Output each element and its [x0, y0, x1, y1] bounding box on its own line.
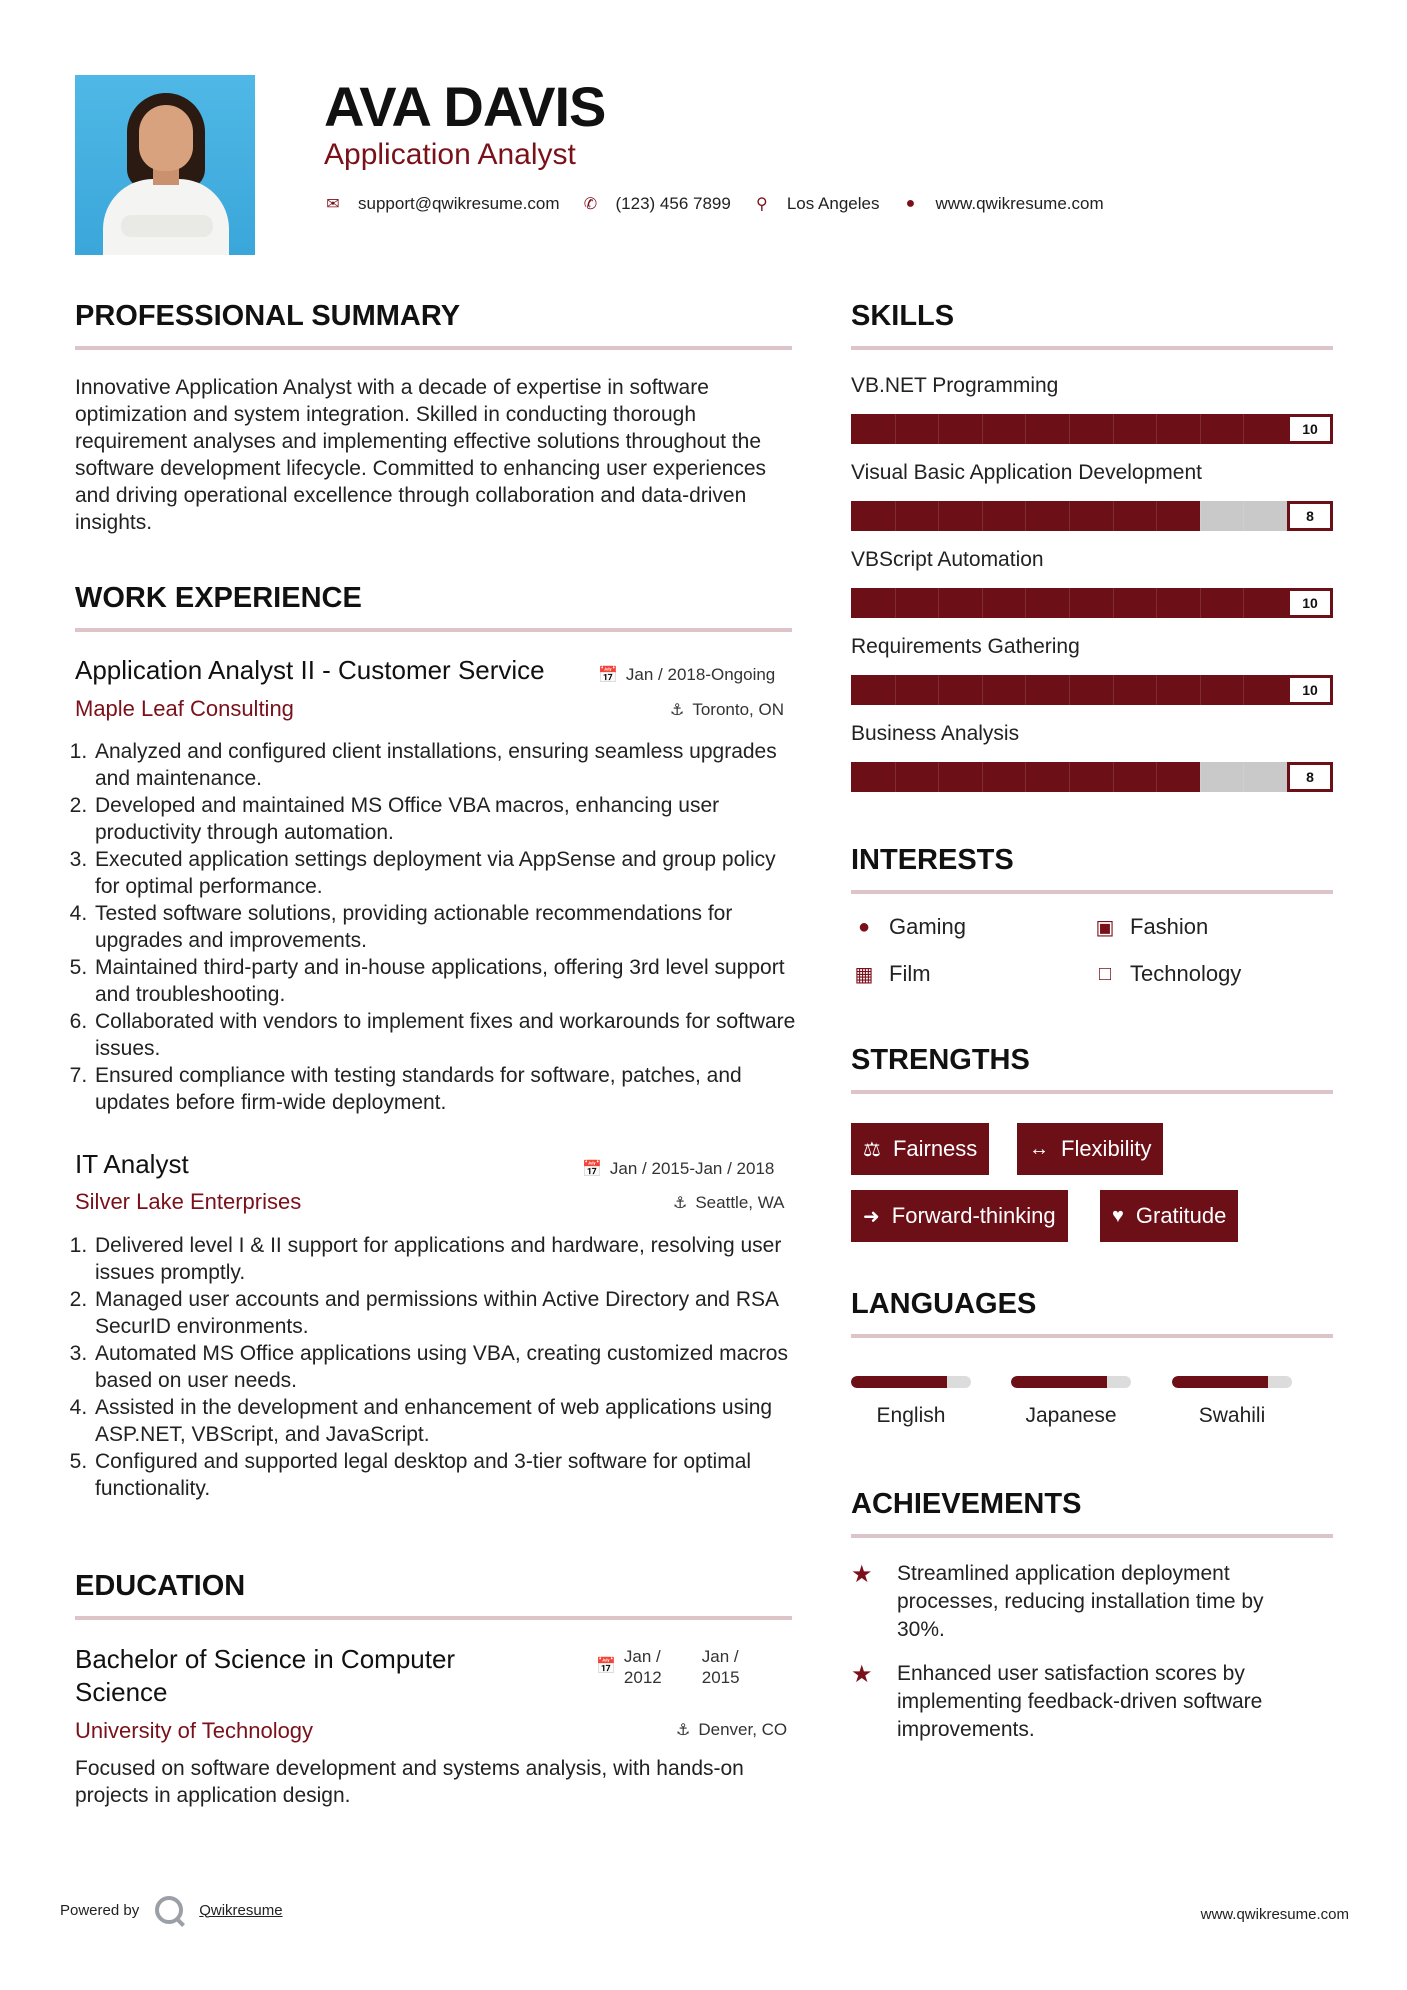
shopping-bag-icon: ▣ [1095, 916, 1115, 939]
skill-label: VBScript Automation [851, 548, 1044, 571]
job-location: ⚓ Seattle, WA [673, 1193, 785, 1212]
school-name: University of Technology [75, 1718, 314, 1743]
interests-divider [851, 890, 1333, 894]
calendar-icon: 📅 [598, 667, 618, 684]
summary-title: PROFESSIONAL SUMMARY [75, 300, 461, 332]
summary-divider [75, 346, 792, 350]
interest-fashion: ▣ Fashion [1092, 914, 1208, 940]
brand-link[interactable]: Qwikresume [199, 1901, 283, 1919]
phone-icon: ✆ [583, 196, 598, 213]
skill-bar [851, 501, 1333, 531]
language-label: Japanese [1025, 1404, 1117, 1427]
job-bullets [70, 1232, 796, 1502]
list-item: 2. Managed user accounts and permissions within Active Directory and RSA SecurID environments. [93, 1286, 796, 1340]
candidate-role: Application Analyst [324, 138, 576, 171]
job-bullets [70, 738, 796, 1116]
laptop-icon: □ [1098, 962, 1112, 985]
footer-url[interactable]: www.qwikresume.com [1200, 1906, 1349, 1923]
skill-score-badge: 8 [1287, 501, 1333, 531]
experience-title: WORK EXPERIENCE [75, 582, 362, 614]
skill-score-badge: 10 [1287, 414, 1333, 444]
education-location: ⚓ Denver, CO [676, 1720, 788, 1739]
pin-icon: ⚓ [676, 1722, 691, 1739]
strengths-divider [851, 1090, 1333, 1094]
skill-label: Business Analysis [851, 722, 1020, 745]
list-item: 4. Tested software solutions, providing actionable recommendations for upgrades and improvements. [93, 900, 796, 954]
contact-phone[interactable]: ✆ (123) 456 7899 [582, 194, 731, 214]
contact-bar [324, 194, 1126, 214]
list-item: 1. Analyzed and configured client installations, ensuring seamless upgrades and maintenance. [93, 738, 796, 792]
skills-divider [851, 346, 1333, 350]
interest-technology: □ Technology [1092, 961, 1241, 987]
experience-divider [75, 628, 792, 632]
language-label: English [876, 1404, 946, 1427]
envelope-icon: ✉ [326, 196, 340, 213]
education-dates: 📅 Jan / 2012 Jan / 2015 [596, 1647, 740, 1687]
languages-title: LANGUAGES [851, 1288, 1037, 1320]
skill-bar-fill [851, 588, 1333, 618]
degree-title: Bachelor of Science in Computer Science [75, 1644, 456, 1707]
film-icon: ▦ [854, 963, 874, 986]
contact-website[interactable]: ● www.qwikresume.com [901, 194, 1103, 214]
skill-label: VB.NET Programming [851, 374, 1059, 397]
interest-film: ▦ Film [851, 961, 931, 987]
strength-tag: ↔ Flexibility [1017, 1123, 1163, 1175]
arrow-right-icon: ➜ [863, 1205, 880, 1228]
skill-bar [851, 675, 1333, 705]
job-company: Silver Lake Enterprises [75, 1189, 302, 1214]
strength-tag: ➜ Forward-thinking [851, 1190, 1068, 1242]
education-divider [75, 1616, 792, 1620]
job-dates: 📅 Jan / 2015-Jan / 2018 [582, 1159, 775, 1178]
map-pin-icon: ⚲ [755, 196, 768, 213]
education-text: Focused on software development and systems analysis, with hands-on projects in application design. [75, 1757, 744, 1807]
achievement-item: ★ Streamlined application deployment processes, reducing installation time by 30%. [851, 1560, 1317, 1644]
gamepad-icon: ● [857, 915, 871, 938]
skill-score-badge: 8 [1287, 762, 1333, 792]
skill-bar [851, 588, 1333, 618]
strength-tag: ⚖ Fairness [851, 1123, 989, 1175]
achievement-item: ★ Enhanced user satisfaction scores by implementing feedback-driven software improvements. [851, 1660, 1317, 1744]
strength-tag: ♥ Gratitude [1100, 1190, 1238, 1242]
list-item: 5. Configured and supported legal desktop and 3-tier software for optimal functionality. [93, 1448, 796, 1502]
pin-icon: ⚓ [673, 1195, 688, 1212]
list-item: 3. Executed application settings deployment via AppSense and group policy for optimal performance. [93, 846, 796, 900]
list-item: 5. Maintained third-party and in-house applications, offering 3rd level support and troubleshooting. [93, 954, 796, 1008]
list-item: 4. Assisted in the development and enhancement of web applications using ASP.NET, VBScript, and JavaScript. [93, 1394, 796, 1448]
calendar-icon: 📅 [582, 1161, 602, 1178]
skill-bar [851, 414, 1333, 444]
list-item: 7. Ensured compliance with testing standards for software, patches, and updates before firm-wide deployment. [93, 1062, 796, 1116]
qwikresume-logo-icon [155, 1896, 183, 1924]
interests-title: INTERESTS [851, 844, 1014, 876]
pin-icon: ⚓ [670, 702, 685, 719]
job-company: Maple Leaf Consulting [75, 696, 294, 721]
heart-icon: ♥ [1112, 1204, 1124, 1227]
profile-photo [75, 75, 255, 255]
list-item: 3. Automated MS Office applications using VBA, creating customized macros based on user needs. [93, 1340, 796, 1394]
shooting-star-icon: ★ [851, 1561, 873, 1588]
skill-score-badge: 10 [1287, 588, 1333, 618]
skill-label: Visual Basic Application Development [851, 461, 1202, 484]
list-item: 2. Developed and maintained MS Office VBA macros, enhancing user productivity through automation. [93, 792, 796, 846]
shooting-star-icon: ★ [851, 1661, 873, 1688]
skill-bar-fill [851, 675, 1333, 705]
list-item: 1. Delivered level I & II support for applications and hardware, resolving user issues promptly. [93, 1232, 796, 1286]
skill-bar-fill [851, 414, 1333, 444]
achievements-divider [851, 1534, 1333, 1538]
education-title: EDUCATION [75, 1570, 246, 1602]
language-label: Swahili [1198, 1404, 1266, 1427]
skill-bar [851, 762, 1333, 792]
job-title: IT Analyst [75, 1149, 189, 1179]
language-level-bar [851, 1376, 971, 1388]
candidate-name: AVA DAVIS [324, 75, 606, 138]
language-level-bar [1172, 1376, 1292, 1388]
globe-icon: ● [905, 195, 916, 212]
skill-label: Requirements Gathering [851, 635, 1080, 658]
strengths-title: STRENGTHS [851, 1044, 1030, 1076]
language-level-bar [1011, 1376, 1131, 1388]
interest-gaming: ● Gaming [851, 914, 966, 940]
languages-divider [851, 1334, 1333, 1338]
calendar-icon: 📅 [596, 1658, 616, 1675]
job-title: Application Analyst II - Customer Service [75, 655, 545, 685]
job-dates: 📅 Jan / 2018-Ongoing [598, 665, 776, 684]
arrows-horizontal-icon: ↔ [1029, 1137, 1049, 1160]
footer-powered-by: Powered by Qwikresume [60, 1896, 283, 1924]
contact-location: ⚲ Los Angeles [753, 194, 880, 214]
list-item: 6. Collaborated with vendors to implement fixes and workarounds for software issues. [93, 1008, 796, 1062]
contact-email[interactable]: ✉ support@qwikresume.com [324, 194, 560, 214]
summary-text: Innovative Application Analyst with a decade of expertise in software optimization and system integration. Skilled in conducting thorough requirement analyses and implementing effective solutions throughout the software development lifecycle. Committed to enhancing user experiences and driving operational excellence through collaboration and data-driven insights. [75, 376, 767, 534]
achievements-title: ACHIEVEMENTS [851, 1488, 1082, 1520]
skills-title: SKILLS [851, 300, 955, 332]
job-location: ⚓ Toronto, ON [670, 700, 784, 719]
balance-scale-icon: ⚖ [863, 1138, 881, 1161]
skill-score-badge: 10 [1287, 675, 1333, 705]
